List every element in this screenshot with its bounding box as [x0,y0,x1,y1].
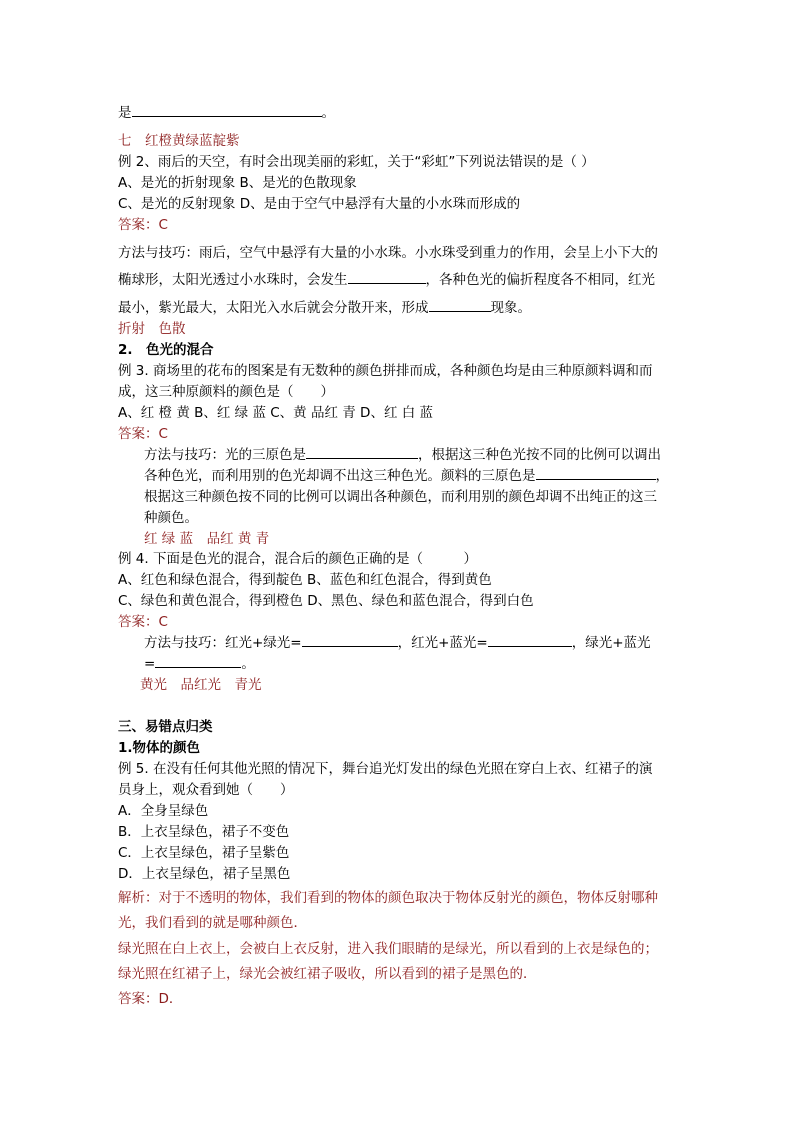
text-line: 根据这三种颜色按不同的比例可以调出各种颜色，而利用别的颜色却调不出纯正的这三 [144,489,657,505]
fill-blank [429,299,491,312]
answer-line: 答案：C [118,614,168,630]
explanation-line: 光，我们看到的就是哪种颜色． [118,915,307,931]
question-line: 员身上，观众看到她（ ） [118,782,294,798]
answer-line: 答案：D． [118,991,183,1007]
text-fragment: 。 [321,105,335,121]
question-line: 例 2、雨后的天空，有时会出现美丽的彩虹，关于“彩虹”下列说法错误的是（ ） [118,154,595,170]
text-line [118,104,335,122]
answer-line: 答案：C [118,426,168,442]
text-line [144,634,651,652]
text-fragment: ，各种色光的偏折程度各不相同，红光 [425,272,655,288]
fill-blank [306,446,418,459]
text-line [144,446,661,464]
text-fragment: 现象。 [490,300,531,316]
text-line [144,655,255,673]
text-line: 种颜色。 [144,510,198,526]
option-line: C．上衣呈绿色，裙子呈紫色 [118,845,290,861]
answer-line: 答案：C [118,217,168,233]
option-line: A．全身呈绿色 [118,803,209,819]
text-fragment: ，根据这三种色光按不同的比例可以调出 [418,447,661,463]
text-fragment: 是 [118,105,132,121]
text-fragment: 最小，紫光最大，太阳光入水后就会分散开来，形成 [118,300,429,316]
explanation-line: 解析：对于不透明的物体，我们看到的物体的颜色取决于物体反射光的颜色，物体反射哪种 [118,890,658,906]
question-line: 例 5. 在没有任何其他光照的情况下，舞台追光灯发出的绿色光照在穿白上衣、红裙子的演 [118,761,653,777]
answer-line: 黄光 品红光 青光 [140,677,262,693]
text-fragment: = [144,656,156,672]
fill-blank [348,271,426,284]
answer-line: 七 红橙黄绿蓝靛紫 [118,133,240,149]
text-fragment: 方法与技巧：红光+绿光= [144,635,302,651]
fill-blank [302,634,398,647]
option-line: A、是光的折射现象 B、是光的色散现象 [118,175,357,191]
text-fragment: ，绿光+蓝光 [571,635,651,651]
fill-blank [155,655,241,668]
subsection-heading: 1.物体的颜色 [118,740,201,756]
text-line [144,467,669,485]
fill-blank [132,104,322,117]
answer-line: 折射 色散 [118,321,186,337]
answer-line: 红 绿 蓝 品红 黄 青 [144,531,270,547]
option-line: C、绿色和黄色混合，得到橙色 D、黑色、绿色和蓝色混合，得到白色 [118,593,534,609]
text-fragment: 各种色光，而利用别的色光却调不出这三种色光。颜料的三原色是 [144,468,536,484]
text-line [118,271,655,289]
explanation-line: 绿光照在红裙子上，绿光会被红裙子吸收，所以看到的裙子是黑色的． [118,966,537,982]
option-line: C、是光的反射现象 D、是由于空气中悬浮有大量的小水珠而形成的 [118,196,521,212]
option-line: A、红 橙 黄 B、红 绿 蓝 C、黄 品红 青 D、红 白 蓝 [118,405,434,421]
option-line: A、红色和绿色混合，得到靛色 B、蓝色和红色混合，得到黄色 [118,572,492,588]
question-line: 成，这三种原颜料的颜色是（ ） [118,384,334,400]
question-line: 例 3. 商场里的花布的图案是有无数种的颜色拼排而成，各种颜色均是由三种原颜料调和而 [118,363,653,379]
text-fragment: ，红光+蓝光= [397,635,488,651]
fill-blank [536,467,656,480]
text-fragment: ， [655,468,669,484]
text-line: 方法与技巧：雨后，空气中悬浮有大量的小水珠。小水珠受到重力的作用，会呈上小下大的 [118,245,658,261]
option-line: B．上衣呈绿色，裙子不变色 [118,824,290,840]
text-fragment: 椭球形，太阳光透过小水珠时，会发生 [118,272,348,288]
option-line: D．上衣呈绿色，裙子呈黑色 [118,866,291,882]
section-heading: 三、易错点归类 [118,719,213,735]
explanation-line: 绿光照在白上衣上，会被白上衣反射，进入我们眼睛的是绿光，所以看到的上衣是绿色的； [118,941,658,957]
question-line: 例 4. 下面是色光的混合，混合后的颜色正确的是（ ） [118,551,477,567]
fill-blank [488,634,572,647]
text-fragment: 方法与技巧：光的三原色是 [144,447,306,463]
text-fragment: 。 [241,656,255,672]
section-heading: 2. 色光的混合 [118,342,214,358]
text-line [118,299,531,317]
